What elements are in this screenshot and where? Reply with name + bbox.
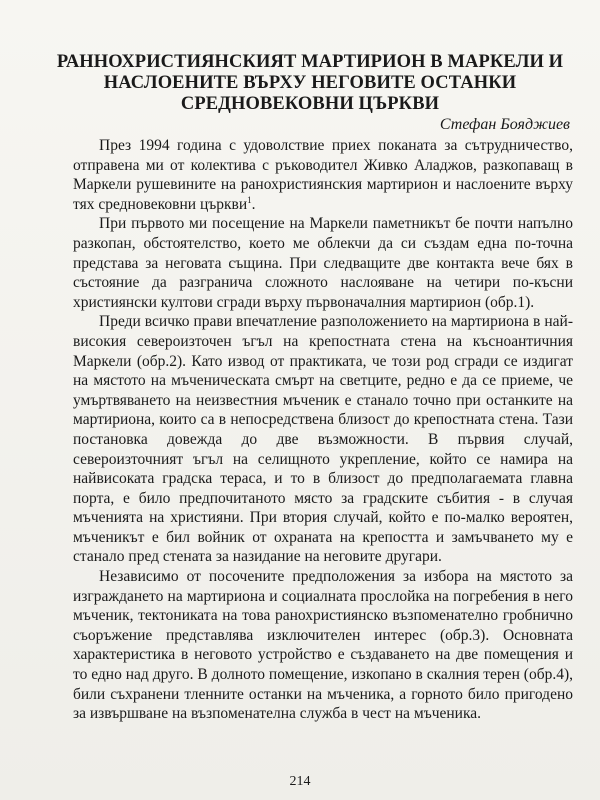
author-name: Стефан Бояджиев (439, 116, 570, 133)
article-body (73, 136, 573, 724)
title-line-2: НАСЛОЕНИТЕ ВЪРХУ НЕГОВИТЕ ОСТАНКИ (103, 73, 517, 94)
paragraph-1-text: През 1994 година с удоволствие приех поканата за сътрудничество, отправена ми от колектива с ръководител Живко Аладжов, разкопаващ в Маркели рушевините на ранохристиянския мартирион и наслоените върху тях средновековни църкви (73, 137, 573, 213)
title-line-1: РАННОХРИСТИЯНСКИЯТ МАРТИРИОН В МАРКЕЛИ И (56, 52, 564, 73)
footnote-marker[interactable]: 1 (247, 194, 252, 205)
title-line-3: СРЕДНОВЕКОВНИ ЦЪРКВИ (180, 94, 440, 115)
paragraph-2: При първото ми посещение на Маркели паметникът бе почти напълно разкопан, обстоятелство, което ме облекчи да си създам една по-точна представа за неговата същина. При следващите две контакта вече бях в състояние да разгранича сложното наслояване на четири по-късни християнски култови сгради върху първоначалния мартирион (обр.1). (73, 215, 573, 311)
paragraph-1 (73, 136, 573, 214)
paragraph-4: Независимо от посочените предположения за избора на мястото за изграждането на мартириона и социалната прослойка на погребения в него мъченик, тектониката на това ранохристиянско възпоменателно гробнично съоръжение представлява изключителен интерес (обр.3). Основната характеристика в неговото устройство е създаването на две помещения и то едно над друго. В долното помещение, изкопано в скалния терен (обр.4), били съхранени тленните останки на мъченика, а горното било пригодено за извършване на възпоменателна служба в чест на мъченика. (73, 568, 573, 723)
page-number: 214 (289, 774, 311, 789)
paragraph-3: Преди всичко прави впечатление разположението на мартириона в най-високия североизточен ъгъл на крепостната стена на късноантичния Маркели (обр.2). Като извод от практиката, че този род сгради се издигат на мястото на мъченическата смърт на светците, редно е да се приеме, че умъртвяването на неизвестния мъченик е станало точно при останките на мартириона, които са в непосредствена близост до крепостната стена. Тази постановка довежда до две възможности. В първия случай, североизточният ъгъл на селищното укрепление, който се намира на найвисоката градска тераса, и то в близост до предполагаемата главна порта, е било предпочитаното място за градските събития - в случая мъченията на християни. При втория случай, който е по-малко вероятен, мъченикът е бил войник от охраната на крепостта и замъчването му е станало пред стената за назидание на неговите другари. (73, 313, 573, 566)
article-title (40, 52, 580, 115)
paragraph-1-end: . (251, 195, 256, 213)
